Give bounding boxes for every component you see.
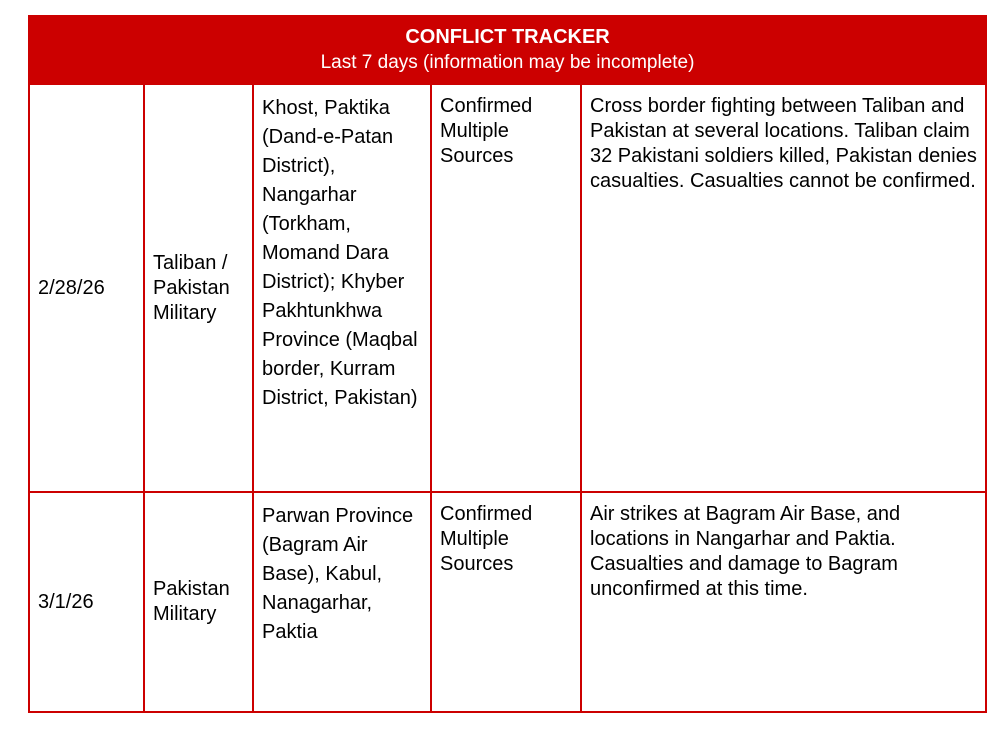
description-cell: Cross border fighting between Taliban and Pakistan at several locations. Taliban claim 32 Pakistani soldiers killed, Pakistan denies casualties. Casualties cannot be confirmed. xyxy=(581,84,986,492)
confirmation-cell: Confirmed Multiple Sources xyxy=(431,84,581,492)
date-cell: 2/28/26 xyxy=(29,84,144,492)
conflict-tracker-table xyxy=(28,15,987,713)
table-title: CONFLICT TRACKER xyxy=(405,26,610,48)
table-subtitle: Last 7 days (information may be incomplete) xyxy=(320,52,695,73)
date-cell: 3/1/26 xyxy=(29,492,144,712)
table-header-row xyxy=(29,16,986,84)
location-cell: Parwan Province (Bagram Air Base), Kabul, Nanagarhar, Paktia xyxy=(253,492,431,712)
actors-cell: Pakistan Military xyxy=(144,492,253,712)
confirmation-cell: Confirmed Multiple Sources xyxy=(431,492,581,712)
table-row xyxy=(29,84,986,492)
table-header xyxy=(29,16,986,84)
description-cell: Air strikes at Bagram Air Base, and locations in Nangarhar and Paktia. Casualties and damage to Bagram unconfirmed at this time. xyxy=(581,492,986,712)
actors-cell: Taliban / Pakistan Military xyxy=(144,84,253,492)
table-row xyxy=(29,492,986,712)
location-cell: Khost, Paktika (Dand-e-Patan District), Nangarhar (Torkham, Momand Dara District); Khyber Pakhtunkhwa Province (Maqbal border, Kurram District, Pakistan) xyxy=(253,84,431,492)
